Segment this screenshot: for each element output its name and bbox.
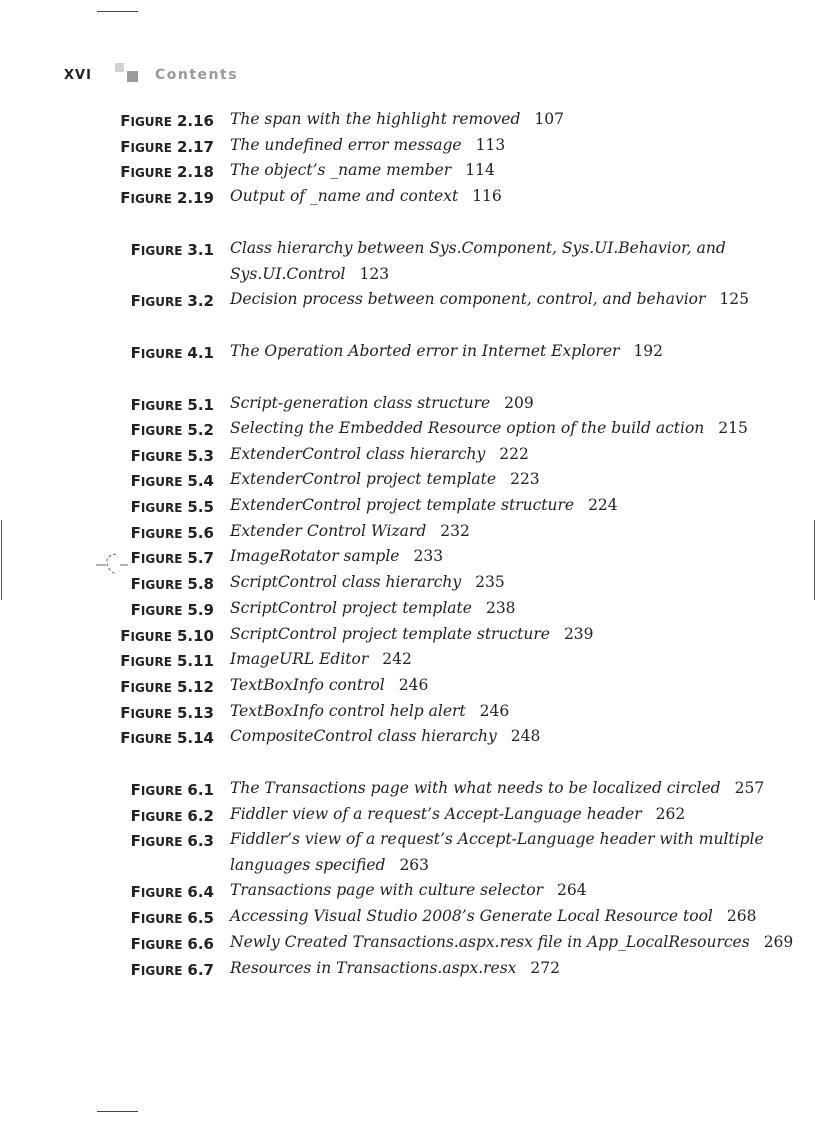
figure-page-number: 123 xyxy=(359,265,390,283)
figure-label-rest: IGURE xyxy=(140,424,183,438)
figure-caption xyxy=(230,933,793,951)
figure-entry xyxy=(0,159,816,183)
figure-entry xyxy=(0,931,816,955)
figure-caption xyxy=(230,136,505,154)
figure-caption xyxy=(230,830,764,848)
figure-page-number: 262 xyxy=(655,805,686,823)
figure-label-rest: IGURE xyxy=(130,655,172,669)
figure-page-number: 113 xyxy=(475,136,506,154)
figure-label xyxy=(131,548,214,567)
figure-label xyxy=(120,162,214,181)
figure-caption-text: Fiddler’s view of a request’s Accept-Language header with multiple xyxy=(230,830,764,848)
figure-caption-text: ScriptControl project template structure xyxy=(230,625,550,643)
figure-page-number: 222 xyxy=(499,445,529,463)
figure-number: 5.8 xyxy=(187,575,214,593)
figure-entry xyxy=(0,134,816,158)
figure-label xyxy=(131,497,214,516)
figure-label-initial: F xyxy=(130,883,141,901)
figure-page-number: 257 xyxy=(734,779,765,797)
figure-page-number: 238 xyxy=(485,599,516,617)
figure-label-rest: IGURE xyxy=(140,964,183,978)
figure-label-rest: IGURE xyxy=(130,166,172,180)
figure-label xyxy=(131,908,214,927)
figure-label-rest: IGURE xyxy=(130,115,172,129)
crop-mark-bottom xyxy=(97,1111,138,1112)
figure-label-rest: IGURE xyxy=(130,707,172,721)
figure-caption xyxy=(230,239,726,257)
figure-caption-text: ScriptControl project template xyxy=(230,599,472,617)
figure-number: 2.16 xyxy=(176,112,214,130)
figure-number: 5.4 xyxy=(187,472,214,490)
figure-caption-text: The Transactions page with what needs to be localized circled xyxy=(230,779,721,797)
figure-entry xyxy=(0,520,816,544)
figure-number: 6.4 xyxy=(187,883,214,901)
figure-page-number: 209 xyxy=(504,394,534,412)
figure-label xyxy=(120,188,214,207)
figure-label-rest: IGURE xyxy=(130,192,172,206)
figure-label xyxy=(131,420,214,439)
figure-number: 5.2 xyxy=(187,421,214,439)
figure-label-initial: F xyxy=(120,729,131,747)
figure-page-number: 246 xyxy=(398,676,429,694)
figure-caption xyxy=(230,110,564,128)
figure-caption-text: Newly Created Transactions.aspx.resx file in App_LocalResources xyxy=(230,933,750,951)
figure-label-initial: F xyxy=(130,807,141,825)
figure-number: 5.9 xyxy=(187,601,214,619)
figure-page-number: 272 xyxy=(530,959,561,977)
figure-page-number: 268 xyxy=(726,907,757,925)
figure-caption xyxy=(230,187,502,205)
figure-label-initial: F xyxy=(130,241,141,259)
figure-label-initial: F xyxy=(130,292,141,310)
figure-label-initial: F xyxy=(130,832,141,850)
figure-entry xyxy=(0,494,816,518)
figure-label-initial: F xyxy=(120,138,131,156)
figure-number: 5.12 xyxy=(176,678,214,696)
figure-caption xyxy=(230,650,412,668)
figure-caption-text: Script-generation class structure xyxy=(230,394,491,412)
running-head-title: Contents xyxy=(155,67,239,83)
figure-caption xyxy=(230,907,756,925)
figure-entry xyxy=(0,879,816,903)
figure-label-rest: IGURE xyxy=(130,630,172,644)
figure-page-number: 235 xyxy=(475,573,505,591)
figure-number: 2.17 xyxy=(176,138,214,156)
figure-entry xyxy=(0,545,816,569)
figure-label xyxy=(131,806,214,825)
figure-entry xyxy=(0,443,816,467)
figure-caption xyxy=(230,419,748,437)
figure-label-initial: F xyxy=(120,704,131,722)
page-number: XVI xyxy=(64,68,92,83)
figure-label xyxy=(131,343,214,362)
figure-label xyxy=(131,831,214,850)
figure-label-rest: IGURE xyxy=(140,450,183,464)
figure-page-number: 232 xyxy=(440,522,470,540)
figure-label-initial: F xyxy=(130,601,141,619)
figure-caption-text: Extender Control Wizard xyxy=(230,522,427,540)
figure-caption-text: The undefined error message xyxy=(230,136,462,154)
figure-caption-text: ScriptControl class hierarchy xyxy=(230,573,462,591)
figure-caption xyxy=(230,161,495,179)
decorative-square-icon xyxy=(127,71,138,82)
figure-caption-text: The Operation Aborted error in Internet Explorer xyxy=(230,342,620,360)
figure-label-initial: F xyxy=(130,961,141,979)
figure-caption xyxy=(230,625,594,643)
figure-caption-text: TextBoxInfo control help alert xyxy=(230,702,466,720)
figure-label-rest: IGURE xyxy=(130,141,172,155)
figure-caption xyxy=(230,702,509,720)
figure-label-initial: F xyxy=(130,549,141,567)
figure-caption-text: ExtenderControl project template xyxy=(230,470,497,488)
figure-label-initial: F xyxy=(130,781,141,799)
figure-entry xyxy=(0,237,816,261)
figure-caption-text: Class hierarchy between Sys.Component, Sys.UI.Behavior, and xyxy=(230,239,726,257)
figure-label-rest: IGURE xyxy=(140,810,183,824)
figure-label-rest: IGURE xyxy=(130,732,172,746)
figure-label xyxy=(120,728,214,747)
figure-label-rest: IGURE xyxy=(140,784,183,798)
figure-caption xyxy=(230,727,540,745)
figure-caption xyxy=(230,599,516,617)
figure-label xyxy=(131,523,214,542)
figure-label-initial: F xyxy=(120,112,131,130)
figure-page-number: 107 xyxy=(534,110,564,128)
figure-label-rest: IGURE xyxy=(140,886,183,900)
figure-label xyxy=(120,137,214,156)
figure-caption-text: The object’s _name member xyxy=(230,161,452,179)
figure-label-initial: F xyxy=(130,421,141,439)
figure-caption-text: ExtenderControl project template structure xyxy=(230,496,575,514)
figure-page-number: 239 xyxy=(563,625,594,643)
figure-caption-text: ImageRotator sample xyxy=(230,547,400,565)
figure-caption xyxy=(230,805,685,823)
figure-number: 6.5 xyxy=(187,909,214,927)
crop-mark-top xyxy=(97,11,138,12)
figure-label xyxy=(131,934,214,953)
figure-number: 5.14 xyxy=(176,729,214,747)
figure-page-number: 223 xyxy=(510,470,540,488)
figure-label-rest: IGURE xyxy=(140,475,183,489)
figure-caption-text: The span with the highlight removed xyxy=(230,110,521,128)
figure-caption xyxy=(230,547,443,565)
figure-number: 5.13 xyxy=(176,704,214,722)
figure-entry xyxy=(0,648,816,672)
figure-caption xyxy=(230,445,529,463)
figure-caption xyxy=(230,676,428,694)
figure-label-rest: IGURE xyxy=(140,912,183,926)
figure-page-number: 215 xyxy=(718,419,748,437)
figure-number: 2.19 xyxy=(176,189,214,207)
figure-page-number: 242 xyxy=(382,650,412,668)
figure-caption xyxy=(230,573,505,591)
figure-entry xyxy=(0,700,816,724)
figure-page-number: 114 xyxy=(465,161,495,179)
figure-label-initial: F xyxy=(130,524,141,542)
figure-entry xyxy=(0,725,816,749)
figure-caption-continuation xyxy=(230,856,429,874)
figure-label-rest: IGURE xyxy=(140,938,183,952)
figure-entry xyxy=(0,392,816,416)
figure-label xyxy=(131,471,214,490)
figure-label-rest: IGURE xyxy=(140,501,183,515)
figure-entry xyxy=(0,468,816,492)
figure-label-initial: F xyxy=(130,396,141,414)
figure-caption-text: languages specified xyxy=(230,856,386,874)
figure-label-rest: IGURE xyxy=(130,681,172,695)
figure-label-rest: IGURE xyxy=(140,347,183,361)
figure-label-rest: IGURE xyxy=(140,399,183,413)
figure-label-rest: IGURE xyxy=(140,244,183,258)
figure-caption-text: ExtenderControl class hierarchy xyxy=(230,445,486,463)
figure-label xyxy=(131,600,214,619)
figure-entry xyxy=(0,340,816,364)
figure-entry xyxy=(0,571,816,595)
figure-number: 5.3 xyxy=(187,447,214,465)
figure-label-initial: F xyxy=(120,678,131,696)
figure-entry xyxy=(0,674,816,698)
figure-number: 6.2 xyxy=(187,807,214,825)
figure-page-number: 246 xyxy=(479,702,510,720)
figure-label-initial: F xyxy=(130,935,141,953)
figure-entry xyxy=(0,417,816,441)
figure-caption-text: Output of _name and context xyxy=(230,187,459,205)
figure-number: 5.5 xyxy=(187,498,214,516)
figure-caption xyxy=(230,470,540,488)
figure-page-number: 263 xyxy=(399,856,430,874)
figure-page-number: 269 xyxy=(763,933,794,951)
figure-entry xyxy=(0,957,816,981)
figure-caption xyxy=(230,959,560,977)
figure-number: 2.18 xyxy=(176,163,214,181)
figure-number: 6.7 xyxy=(187,961,214,979)
figure-number: 6.6 xyxy=(187,935,214,953)
figure-label xyxy=(131,882,214,901)
figure-page-number: 264 xyxy=(557,881,587,899)
figure-label-initial: F xyxy=(120,163,131,181)
figure-label-rest: IGURE xyxy=(140,552,183,566)
figure-caption-text: TextBoxInfo control xyxy=(230,676,385,694)
figure-entry xyxy=(0,108,816,132)
figure-caption-text: Sys.UI.Control xyxy=(230,265,346,283)
figure-caption-text: Decision process between component, control, and behavior xyxy=(230,290,706,308)
figure-page-number: 192 xyxy=(633,342,664,360)
figure-label xyxy=(131,395,214,414)
figure-caption xyxy=(230,394,534,412)
figure-label-rest: IGURE xyxy=(140,527,183,541)
figure-label-rest: IGURE xyxy=(140,604,183,618)
figure-label xyxy=(131,240,214,259)
figure-caption-text: CompositeControl class hierarchy xyxy=(230,727,497,745)
figure-label-initial: F xyxy=(130,909,141,927)
figure-caption-text: ImageURL Editor xyxy=(230,650,369,668)
figure-page-number: 233 xyxy=(413,547,444,565)
figure-entry xyxy=(0,905,816,929)
figure-label-initial: F xyxy=(130,344,141,362)
figure-label xyxy=(120,626,214,645)
figure-label-initial: F xyxy=(120,189,131,207)
figure-caption xyxy=(230,881,587,899)
figure-number: 5.1 xyxy=(187,396,214,414)
figure-number: 5.10 xyxy=(176,627,214,645)
figure-caption-text: Fiddler view of a request’s Accept-Language header xyxy=(230,805,642,823)
figure-caption-text: Accessing Visual Studio 2008’s Generate Local Resource tool xyxy=(230,907,713,925)
figure-number: 4.1 xyxy=(187,344,214,362)
figure-label-initial: F xyxy=(130,575,141,593)
figure-caption xyxy=(230,342,663,360)
figure-label-initial: F xyxy=(120,652,131,670)
figure-label xyxy=(131,780,214,799)
figure-label-initial: F xyxy=(120,627,131,645)
figure-page-number: 224 xyxy=(588,496,618,514)
figure-entry xyxy=(0,185,816,209)
figure-number: 5.11 xyxy=(176,652,214,670)
figure-number: 5.7 xyxy=(187,549,214,567)
figure-caption xyxy=(230,496,618,514)
figure-label-rest: IGURE xyxy=(140,295,183,309)
figure-caption-text: Transactions page with culture selector xyxy=(230,881,544,899)
figure-caption-continuation xyxy=(230,265,389,283)
figure-entry xyxy=(0,288,816,312)
figure-number: 6.3 xyxy=(187,832,214,850)
figure-page-number: 248 xyxy=(510,727,541,745)
figure-label xyxy=(131,446,214,465)
figure-number: 6.1 xyxy=(187,781,214,799)
figure-entry xyxy=(0,597,816,621)
figure-entry xyxy=(0,828,816,852)
figure-label xyxy=(131,960,214,979)
figure-label xyxy=(120,703,214,722)
figure-label-rest: IGURE xyxy=(140,578,183,592)
figure-label xyxy=(131,291,214,310)
decorative-square-icon xyxy=(115,63,124,72)
figure-number: 3.2 xyxy=(187,292,214,310)
figure-label xyxy=(131,574,214,593)
figure-caption xyxy=(230,290,749,308)
figure-label xyxy=(120,651,214,670)
figure-page-number: 116 xyxy=(472,187,502,205)
figure-entry xyxy=(0,777,816,801)
figure-label xyxy=(120,111,214,130)
figure-caption xyxy=(230,522,470,540)
figure-label xyxy=(120,677,214,696)
figure-page-number: 125 xyxy=(719,290,749,308)
figure-number: 3.1 xyxy=(187,241,214,259)
figure-caption xyxy=(230,779,764,797)
figure-number: 5.6 xyxy=(187,524,214,542)
figure-label-rest: IGURE xyxy=(140,835,183,849)
figure-label-initial: F xyxy=(130,472,141,490)
figure-caption-text: Resources in Transactions.aspx.resx xyxy=(230,959,517,977)
figure-label-initial: F xyxy=(130,447,141,465)
figure-label-initial: F xyxy=(130,498,141,516)
figure-entry xyxy=(0,623,816,647)
figure-caption-text: Selecting the Embedded Resource option of the build action xyxy=(230,419,705,437)
figure-entry xyxy=(0,803,816,827)
